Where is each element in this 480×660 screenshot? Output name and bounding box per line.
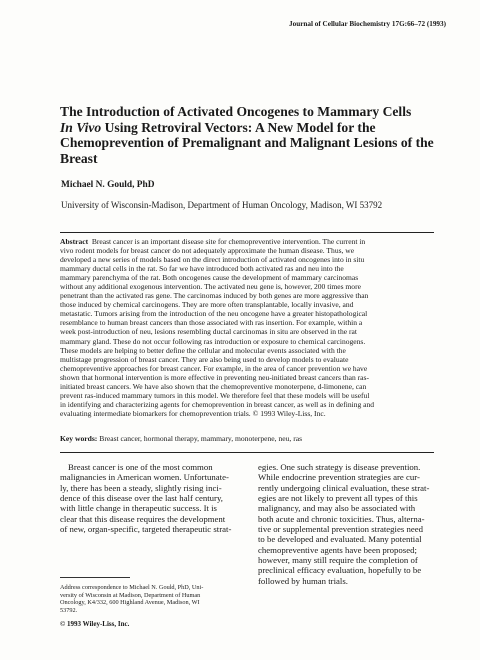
abstract-line-0: [60, 237, 434, 246]
body-line: clear that this disease requires the development: [60, 513, 226, 524]
abstract-top-rule: [60, 232, 434, 233]
keywords: [60, 434, 302, 443]
abstract-line: those induced by chemical carcinogens. They are more often transplantable, locally invasive, and: [60, 300, 354, 310]
keywords-label: Key words:: [60, 434, 98, 443]
abstract-line: resemblance to human breast cancers than those associated with ras insertion. For example, within a: [60, 318, 363, 328]
body-line: however, many still require the completion of: [258, 555, 418, 566]
abstract-line: evaluating intermediate biomarkers for chemoprevention trials. © 1993 Wiley-Liss, Inc.: [60, 408, 326, 418]
body-line: preclinical efficacy evaluation, hopefully to be: [258, 565, 422, 576]
footnote: [60, 584, 245, 615]
abstract-line: vivo rodent models for breast cancer do not adequately approximate the human disease. Thus, we: [60, 246, 355, 256]
author-affiliation: University of Wisconsin-Madison, Department of Human Oncology, Madison, WI 53792: [61, 200, 383, 210]
body-line: chemopreventive agents have been proposed;: [258, 544, 417, 555]
body-line: with little change in therapeutic success. It is: [60, 503, 217, 514]
abstract-line: week post-introduction of neu, lesions resembling ductal carcinomas in situ are observed in the rat: [60, 327, 357, 337]
abstract-line: penetrant than the activated ras gene. The carcinomas induced by both genes are more aggressive than: [60, 291, 369, 301]
abstract-line: developed a new series of models based on the direct introduction of activated oncogenes into in situ: [60, 255, 365, 265]
body-line: of new, organ-specific, targeted therapeutic strat-: [60, 524, 232, 535]
footnote-line: 53792.: [60, 607, 78, 615]
abstract-bottom-rule: [60, 452, 434, 453]
body-column-right: [258, 462, 438, 586]
body-line: followed by human trials.: [258, 575, 348, 586]
journal-header: Journal of Cellular Biochemistry 17G:66–72 (1993): [289, 20, 446, 28]
body-line: both acute and chronic toxicities. Thus, alterna-: [258, 513, 425, 524]
author-name: Michael N. Gould, PhD: [61, 180, 155, 190]
abstract-line: multistage progression of breast cancer. They are also being used to develop models to evaluate: [60, 354, 349, 364]
body-column-left: [60, 462, 242, 534]
title-italic-term: In Vivo: [60, 119, 102, 135]
keywords-text: Breast cancer, hormonal therapy, mammary, monoterpene, neu, ras: [99, 434, 303, 443]
body-line: rently undergoing clinical evaluation, these strat-: [258, 482, 430, 493]
abstract-line: metastatic. Tumors arising from the introduction of the neu oncogene have a greater histopathological: [60, 309, 368, 319]
abstract-line: mammary parenchyma of the rat. Both oncogenes cause the development of mammary carcinomas: [60, 273, 359, 283]
title-line: In Vivo Using Retroviral Vectors: A New Model for the: [60, 119, 376, 135]
footnote-line: Oncology, K4/332, 600 Highland Avenue, Madison, WI: [60, 599, 200, 607]
abstract-line: without any additional exogenous intervention. The activated neu gene is, however, 200 times more: [60, 282, 361, 292]
abstract-line: shown that hormonal intervention is more effective in preventing neu-initiated breast cancers than ras-: [60, 372, 369, 382]
abstract-line: mammary gland. These do not occur following ras introduction or exposure to chemical carcinogens.: [60, 336, 366, 346]
body-line: to be developed and evaluated. Many potential: [258, 534, 422, 545]
footnote-line: versity of Wisconsin at Madison, Department of Human: [60, 591, 201, 599]
body-line: malignancy, and may also be associated with: [258, 503, 416, 514]
body-line: While endocrine prevention strategies are cur-: [258, 472, 420, 483]
abstract-line: mammary ductal cells in the rat. So far we have introduced both activated ras and neu into the: [60, 264, 344, 274]
title-line: Breast: [60, 150, 98, 166]
title-line: The Introduction of Activated Oncogenes to Mammary Cells: [60, 104, 412, 119]
abstract-label: Abstract: [60, 237, 89, 246]
abstract-line: prevent ras-induced mammary tumors in this model. We therefore feel that these models will be useful: [60, 390, 370, 400]
abstract-line: in identifying and characterizing agents for chemoprevention in breast cancer, as well as in defining and: [60, 399, 375, 409]
abstract-first-line: Breast cancer is an important disease site for chemopreventive intervention. The current in: [91, 237, 366, 246]
abstract-line: initiated breast cancers. We have also shown that the chemopreventive monoterpene, d-limonene, can: [60, 381, 367, 391]
body-line: ly, there has been a steady, slightly rising inci-: [60, 482, 222, 493]
abstract: [60, 237, 434, 418]
copyright-notice: © 1993 Wiley-Liss, Inc.: [60, 620, 130, 628]
footnote-line: Address correspondence to Michael N. Gould, PhD, Uni-: [60, 584, 204, 591]
body-line: Breast cancer is one of the most common: [68, 462, 213, 472]
abstract-line: chemopreventive approaches for breast cancer. For example, in the area of cancer prevention we have: [60, 363, 368, 373]
body-line: malignancies in American women. Unfortunate-: [60, 472, 229, 483]
abstract-line: These models are helping to better define the cellular and molecular events associated with the: [60, 345, 346, 355]
footnote-rule: [60, 577, 130, 578]
article-title: [60, 104, 450, 166]
body-line: egies. One such strategy is disease prevention.: [258, 462, 421, 472]
title-line: Chemoprevention of Premalignant and Malignant Lesions of the: [60, 135, 434, 150]
body-line: dence of this disease over the last half century,: [60, 493, 223, 504]
body-line: egies are not likely to prevent all types of this: [258, 493, 418, 504]
body-line: tive or supplemental prevention strategies need: [258, 524, 423, 535]
